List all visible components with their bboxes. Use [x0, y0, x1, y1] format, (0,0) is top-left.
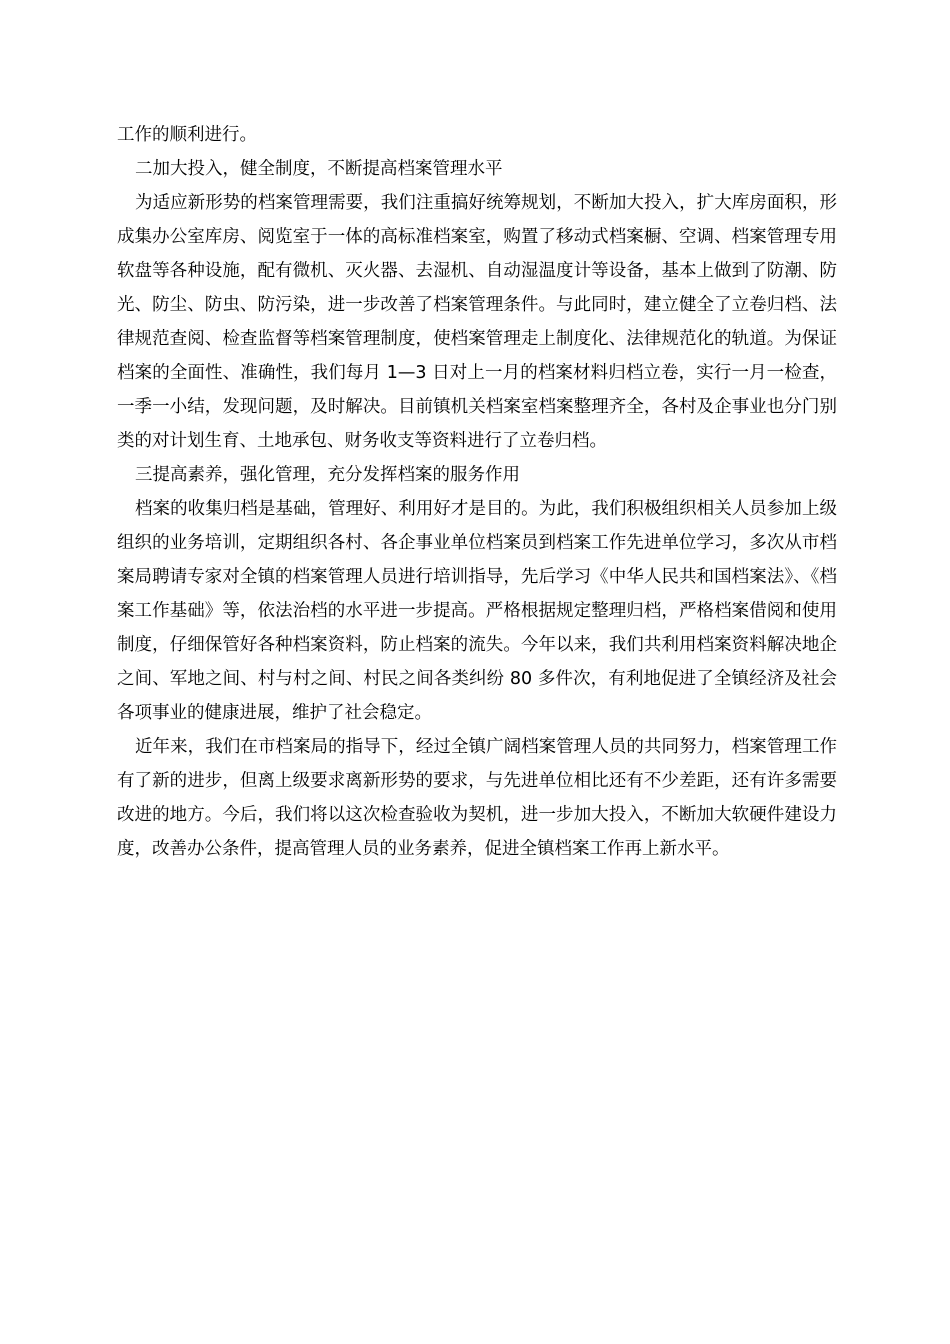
paragraph-conclusion: 近年来，我们在市档案局的指导下，经过全镇广阔档案管理人员的共同努力，档案管理工作有了新的进步，但离上级要求离新形势的要求，与先进单位相比还有不少差距，还有许多需要改进的地方。今后，我们将以这次检查验收为契机，进一步加大投入，不断加大软硬件建设力度，改善办公条件，提高管理人员的业务素养，促进全镇档案工作再上新水平。 [117, 737, 837, 859]
section-heading-three: 三提高素养，强化管理，充分发挥档案的服务作用 [135, 465, 520, 485]
section-heading-two: 二加大投入，健全制度，不断提高档案管理水平 [135, 159, 503, 179]
paragraph-investment: 为适应新形势的档案管理需要，我们注重搞好统筹规划，不断加大投入，扩大库房面积，形成集办公室库房、阅览室于一体的高标准档案室，购置了移动式档案橱、空调、档案管理专用软盘等各种设施，配有微机、灭火器、去湿机、自动湿温度计等设备，基本上做到了防潮、防光、防尘、防虫、防污染，进一步改善了档案管理条件。与此同时，建立健全了立卷归档、法律规范查阅、检查监督等档案管理制度，使档案管理走上制度化、法律规范化的轨道。为保证档案的全面性、准确性，我们每月 1—3 日对上一月的档案材料归档立卷，实行一月一检查，一季一小结，发现问题，及时解决。目前镇机关档案室档案整理齐全，各村及企事业也分门别类的对计划生育、土地承包、财务收支等资料进行了立卷归档。 [117, 193, 837, 451]
document-body [117, 118, 837, 866]
paragraph-continuation: 工作的顺利进行。 [117, 125, 257, 145]
paragraph-service: 档案的收集归档是基础，管理好、利用好才是目的。为此，我们积极组织相关人员参加上级组织的业务培训，定期组织各村、各企事业单位档案员到档案工作先进单位学习，多次从市档案局聘请专家对全镇的档案管理人员进行培训指导，先后学习《中华人民共和国档案法》、《档案工作基础》等，依法治档的水平进一步提高。严格根据规定整理归档，严格档案借阅和使用制度，仔细保管好各种档案资料，防止档案的流失。今年以来，我们共利用档案资料解决地企之间、军地之间、村与村之间、村民之间各类纠纷 80 多件次，有利地促进了全镇经济及社会各项事业的健康进展，维护了社会稳定。 [117, 499, 837, 723]
